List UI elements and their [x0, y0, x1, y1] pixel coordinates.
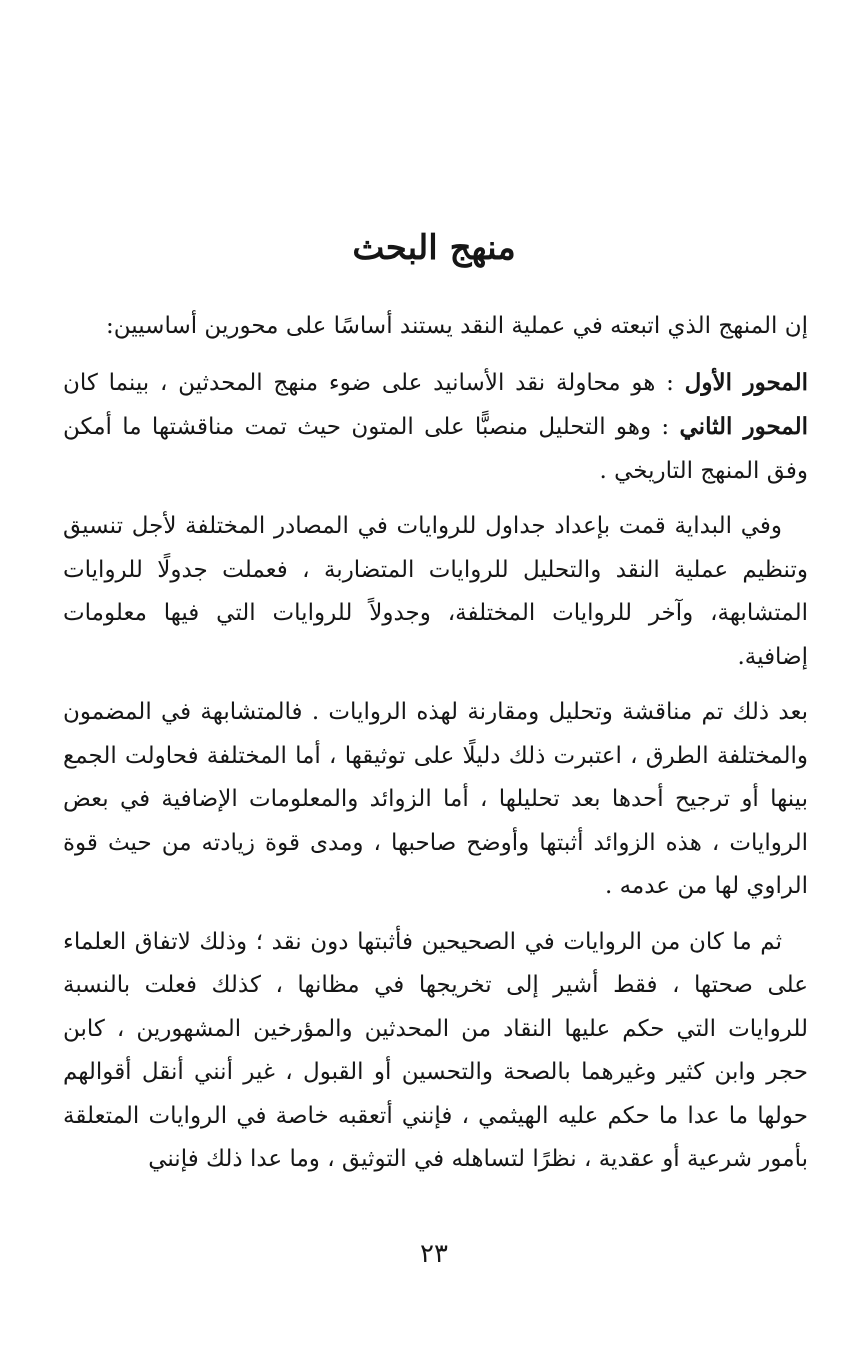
- axis-two-label: المحور الثاني: [679, 413, 809, 440]
- paragraph-sahihayn: ثم ما كان من الروايات في الصحيحين فأثبتها دون نقد ؛ وذلك لاتفاق العلماء على صحتها ، فقط أشير إلى تخريجها في مظانها ، كذلك فعلت بالنسبة للروايات التي حكم عليها النقاد من المحدثين والمؤرخين المشهورين ، كابن حجر وابن كثير وغيرهما بالصحة والتحسين أو القبول ، غير أنني أنقل أقوالهم حولها ما عدا ما حكم عليه الهيثمي ، فإنني أتعقبه خاصة في الروايات المتعلقة بأمور شرعية أو عقدية ، نظرًا لتساهله في التوثيق ، وما عدا ذلك فإنني: [63, 928, 808, 1172]
- body-text: [63, 305, 808, 1194]
- paragraph-axes: [63, 361, 808, 494]
- axis-two-text: : وهو التحليل منصبًّا على المتون حيث تمت مناقشتها ما أمكن وفق المنهج التاريخي .: [63, 414, 808, 484]
- paragraph-analysis: بعد ذلك تم مناقشة وتحليل ومقارنة لهذه الروايات . فالمتشابهة في المضمون والمختلفة الطرق ، اعتبرت ذلك دليلًا على توثيقها ، أما المختلفة فحاولت الجمع بينها أو ترجيح أحدها بعد تحليلها ، أما الزوائد والمعلومات الإضافية في بعض الروايات ، هذه الزوائد أثبتها وأوضح صاحبها ، ومدى قوة زيادته من حيث قوة الراوي لها من عدمه .: [63, 699, 808, 899]
- paragraph-intro: إن المنهج الذي اتبعته في عملية النقد يستند أساسًا على محورين أساسيين:: [106, 313, 808, 339]
- axis-one-label: المحور الأول: [684, 368, 808, 396]
- page-title: منهج البحث: [352, 228, 516, 268]
- page-number: ٢٣: [420, 1239, 448, 1269]
- paragraph-tables: وفي البداية قمت بإعداد جداول للروايات في المصادر المختلفة لأجل تنسيق وتنظيم عملية النقد والتحليل للروايات المتضاربة ، فعملت جدولًا للروايات المتشابهة، وآخر للروايات المختلفة، وجدولاً للروايات التي فيها معلومات إضافية.: [63, 513, 808, 670]
- axis-one-text: : هو محاولة نقد الأسانيد على ضوء منهج المحدثين ، بينما كان: [63, 369, 674, 396]
